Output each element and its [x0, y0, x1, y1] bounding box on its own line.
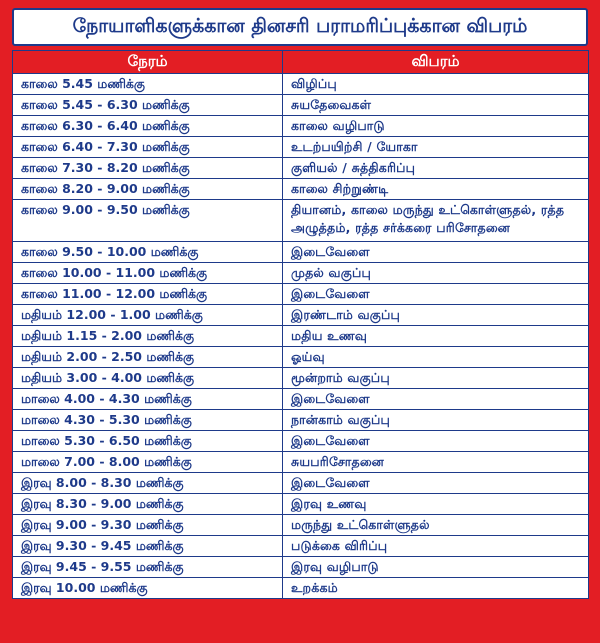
detail-cell: சுயதேவைகள் — [283, 95, 589, 116]
table-row — [13, 473, 589, 494]
time-cell: மாலை 4.00 - 4.30 மணிக்கு — [13, 389, 283, 410]
detail-cell: உறக்கம் — [283, 578, 589, 599]
time-cell: இரவு 10.00 மணிக்கு — [13, 578, 283, 599]
time-cell: மதியம் 12.00 - 1.00 மணிக்கு — [13, 305, 283, 326]
schedule-table — [12, 50, 589, 599]
time-cell: இரவு 8.30 - 9.00 மணிக்கு — [13, 494, 283, 515]
time-cell: காலை 6.40 - 7.30 மணிக்கு — [13, 137, 283, 158]
time-cell: காலை 9.00 - 9.50 மணிக்கு — [13, 200, 283, 242]
schedule-frame — [12, 8, 588, 631]
table-row — [13, 158, 589, 179]
detail-cell: குளியல் / சுத்திகரிப்பு — [283, 158, 589, 179]
time-cell: காலை 7.30 - 8.20 மணிக்கு — [13, 158, 283, 179]
detail-cell: ஓய்வு — [283, 347, 589, 368]
detail-cell: விழிப்பு — [283, 74, 589, 95]
detail-cell: இடைவேளை — [283, 284, 589, 305]
time-cell: இரவு 9.30 - 9.45 மணிக்கு — [13, 536, 283, 557]
table-row — [13, 452, 589, 473]
time-cell: காலை 9.50 - 10.00 மணிக்கு — [13, 242, 283, 263]
detail-cell: முதல் வகுப்பு — [283, 263, 589, 284]
detail-cell: இரண்டாம் வகுப்பு — [283, 305, 589, 326]
time-cell: மதியம் 3.00 - 4.00 மணிக்கு — [13, 368, 283, 389]
table-row — [13, 368, 589, 389]
table-row — [13, 326, 589, 347]
time-cell: காலை 6.30 - 6.40 மணிக்கு — [13, 116, 283, 137]
detail-cell: நான்காம் வகுப்பு — [283, 410, 589, 431]
table-row — [13, 410, 589, 431]
detail-cell: இடைவேளை — [283, 242, 589, 263]
time-cell: மாலை 7.00 - 8.00 மணிக்கு — [13, 452, 283, 473]
detail-cell: மூன்றாம் வகுப்பு — [283, 368, 589, 389]
time-cell: மாலை 5.30 - 6.50 மணிக்கு — [13, 431, 283, 452]
detail-cell: உடற்பயிற்சி / யோகா — [283, 137, 589, 158]
time-cell: காலை 8.20 - 9.00 மணிக்கு — [13, 179, 283, 200]
table-row — [13, 578, 589, 599]
time-cell: இரவு 8.00 - 8.30 மணிக்கு — [13, 473, 283, 494]
table-row — [13, 116, 589, 137]
time-cell: மதியம் 1.15 - 2.00 மணிக்கு — [13, 326, 283, 347]
table-row — [13, 557, 589, 578]
detail-cell: தியானம், காலை மருந்து உட்கொள்ளுதல், ரத்த அழுத்தம், ரத்த சர்க்கரை பரிசோதனை — [283, 200, 589, 242]
time-cell: இரவு 9.00 - 9.30 மணிக்கு — [13, 515, 283, 536]
table-row — [13, 242, 589, 263]
time-cell: காலை 5.45 மணிக்கு — [13, 74, 283, 95]
table-body — [13, 74, 589, 599]
time-cell: காலை 5.45 - 6.30 மணிக்கு — [13, 95, 283, 116]
table-row — [13, 389, 589, 410]
detail-cell: இரவு உணவு — [283, 494, 589, 515]
time-cell: மதியம் 2.00 - 2.50 மணிக்கு — [13, 347, 283, 368]
table-row — [13, 494, 589, 515]
time-cell: மாலை 4.30 - 5.30 மணிக்கு — [13, 410, 283, 431]
table-row — [13, 263, 589, 284]
table-row — [13, 305, 589, 326]
detail-cell: மருந்து உட்கொள்ளுதல் — [283, 515, 589, 536]
table-row — [13, 179, 589, 200]
time-column-header: நேரம் — [13, 51, 283, 74]
time-cell: இரவு 9.45 - 9.55 மணிக்கு — [13, 557, 283, 578]
detail-cell: இடைவேளை — [283, 389, 589, 410]
table-row — [13, 95, 589, 116]
time-cell: காலை 11.00 - 12.00 மணிக்கு — [13, 284, 283, 305]
table-row — [13, 284, 589, 305]
detail-cell: காலை வழிபாடு — [283, 116, 589, 137]
detail-cell: இடைவேளை — [283, 431, 589, 452]
detail-cell: இடைவேளை — [283, 473, 589, 494]
table-row — [13, 74, 589, 95]
detail-cell: காலை சிற்றுண்டி — [283, 179, 589, 200]
table-header-row — [13, 51, 589, 74]
detail-cell: மதிய உணவு — [283, 326, 589, 347]
table-row — [13, 431, 589, 452]
table-row — [13, 347, 589, 368]
detail-cell: படுக்கை விரிப்பு — [283, 536, 589, 557]
time-cell: காலை 10.00 - 11.00 மணிக்கு — [13, 263, 283, 284]
detail-cell: இரவு வழிபாடு — [283, 557, 589, 578]
detail-cell: சுயபரிசோதனை — [283, 452, 589, 473]
table-row — [13, 536, 589, 557]
table-row — [13, 137, 589, 158]
page-title: நோயாளிகளுக்கான தினசரி பராமரிப்புக்கான விபரம் — [12, 8, 588, 46]
table-row — [13, 200, 589, 242]
table-row — [13, 515, 589, 536]
detail-column-header: விபரம் — [283, 51, 589, 74]
